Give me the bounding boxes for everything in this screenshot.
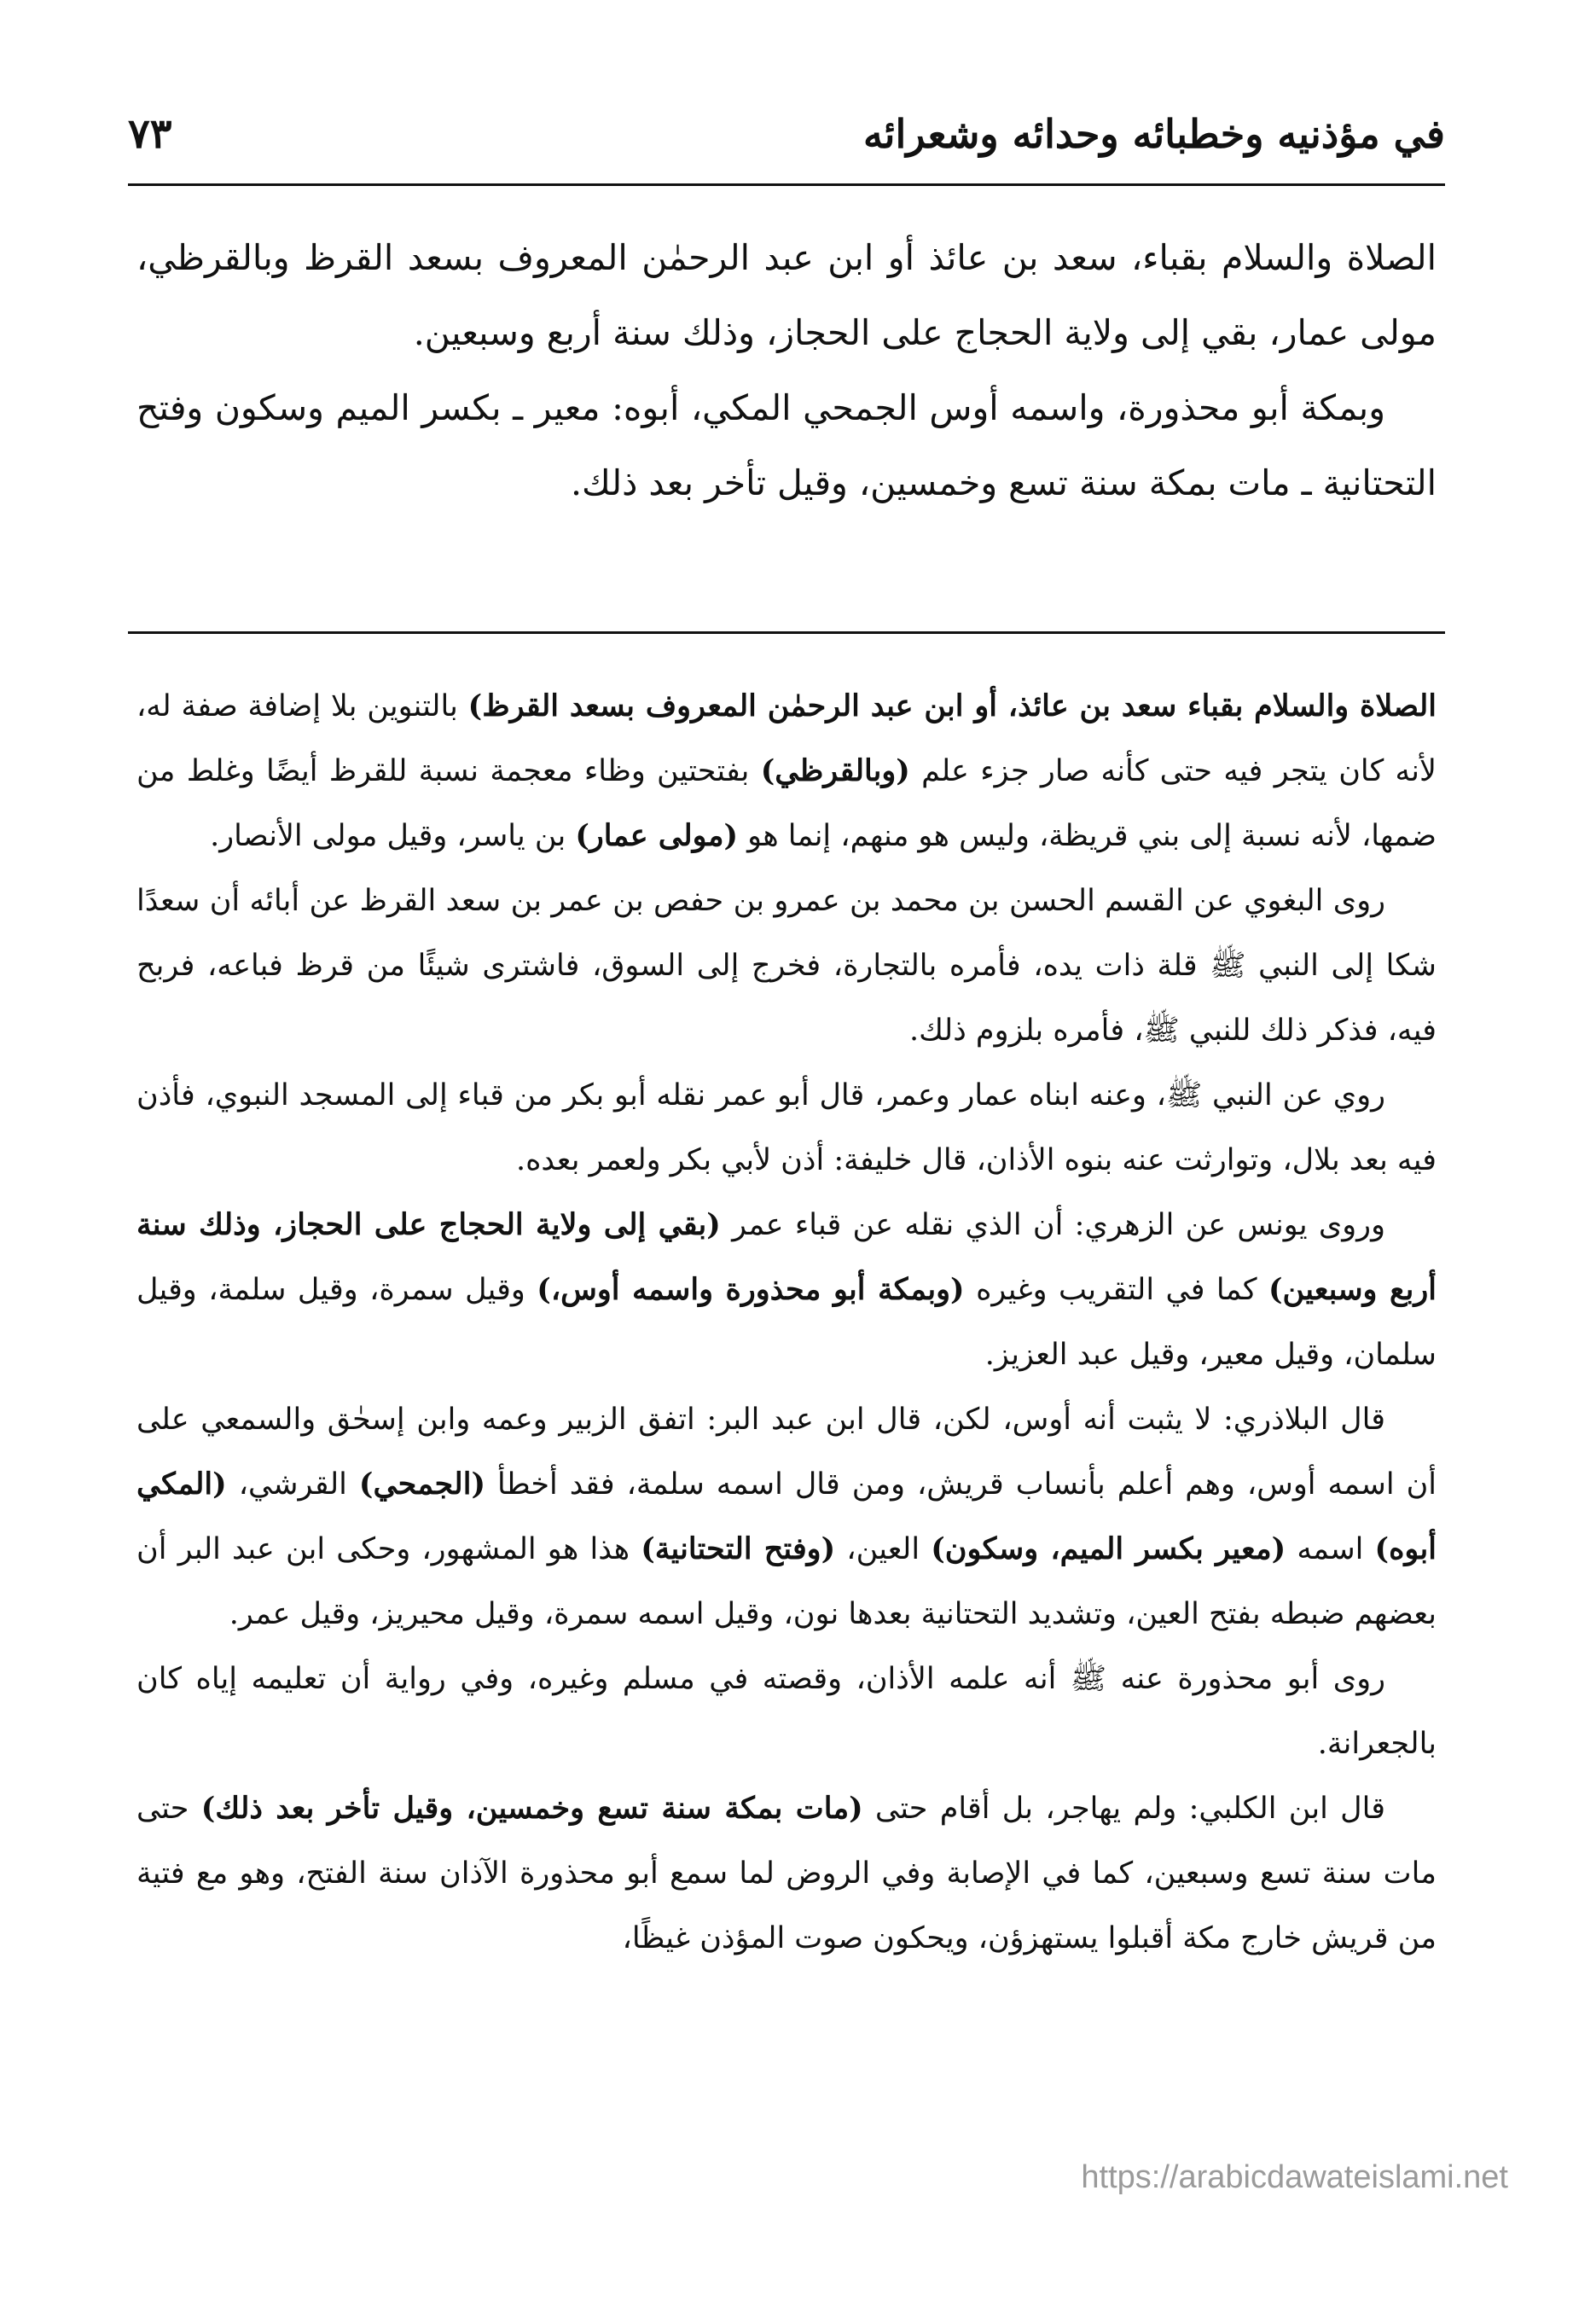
commentary-text-run: العين، (835, 1532, 932, 1566)
running-head: في مؤذنيه وخطبائه وحدائه وشعرائه (863, 111, 1445, 157)
commentary-text-run: حتى مات سنة تسع وسبعين، كما في الإصابة وفي الروض لما سمع أبو محذورة الآذان سنة الفتح، وهو مع فتية من قريش خارج مكة أقبلوا يستهزؤن، ويحكون صوت المؤذن غيظًا، (136, 1792, 1437, 1955)
commentary-paragraph-4 (136, 1193, 1437, 1387)
commentary-paragraph-6: روى أبو محذورة عنه ﷺ أنه علمه الأذان، وقصته في مسلم وغيره، وفي رواية أن تعليمه إياه كان بالجعرانة. (136, 1662, 1437, 1761)
commentary-text-run: قال البلاذري: لا يثبت أنه أوس، لكن، قال ابن عبد البر: اتفق الزبير وعمه وابن إسحٰق والسمعي على أن اسمه أوس، وهم أعلم بأنساب قريش، ومن قال اسمه سلمة، فقد أخطأ (136, 1403, 1437, 1502)
page-header (128, 96, 1445, 172)
quoted-matn: (معير بكسر الميم، وسكون) (931, 1531, 1286, 1566)
commentary-text-run: بن ياسر، وقيل مولى الأنصار. (210, 819, 576, 853)
quoted-matn: (الجمحي) (358, 1467, 486, 1502)
commentary-text-run: وروى يونس عن الزهري: أن الذي نقله عن قباء عمر (720, 1208, 1385, 1242)
commentary-text-run: كما في التقريب وغيره (964, 1273, 1268, 1307)
commentary-paragraph-2: روى البغوي عن القسم الحسن بن محمد بن عمرو بن حفص بن عمر بن سعد القرظ عن أبائه أن سعدًا شكا إلى النبي ﷺ قلة ذات يده، فأمره بالتجارة، فخرج إلى السوق، فاشترى شيئًا من قرظ فباعه، فربح فيه، فذكر ذلك للنبي ﷺ، فأمره بلزوم ذلك. (136, 884, 1437, 1048)
commentary-paragraph-7 (136, 1776, 1437, 1971)
commentary-text-run: بفتحتين وظاء معجمة نسبة للقرظ أيضًا وغلط من ضمها، لأنه نسبة إلى بني قريظة، وليس هو منهم، إنما هو (136, 754, 1437, 853)
quoted-matn: (المكي أبوه) (136, 1467, 1437, 1566)
commentary-paragraph-1 (136, 674, 1437, 869)
commentary-paragraph-3: روي عن النبي ﷺ، وعنه ابناه عمار وعمر، قال أبو عمر نقله أبو بكر من قباء إلى المسجد النبوي، فأذن فيه بعد بلال، وتوارثت عنه بنوه الأذان، قال خليفة: أذن لأبي بكر ولعمر بعده. (136, 1078, 1437, 1177)
commentary-text-run: القرشي، (226, 1467, 359, 1502)
quoted-matn: (مولى عمار) (575, 818, 738, 853)
commentary-divider (128, 631, 1445, 634)
commentary-text-run: قال ابن الكلبي: ولم يهاجر، بل أقام حتى (862, 1792, 1385, 1826)
page-number: ٧٣ (128, 110, 172, 158)
quoted-matn: (وبمكة أبو محذورة واسمه أوس،) (537, 1272, 965, 1307)
quoted-matn: (وبالقرظي) (760, 753, 910, 788)
commentary-text-run: بالتنوين بلا إضافة صفة له، لأنه كان يتجر فيه حتى كأنه صار جزء علم (136, 689, 1437, 788)
commentary-text-run: اسمه (1286, 1532, 1375, 1566)
main-text (136, 220, 1437, 520)
header-rule (128, 183, 1445, 186)
quoted-matn: (بقي إلى ولاية الحجاج على الحجاز، وذلك سنة أربع وسبعين) (136, 1207, 1437, 1307)
commentary-text-run: وقيل سمرة، وقيل سلمة، وقيل سلمان، وقيل معير، وقيل عبد العزيز. (136, 1273, 1437, 1372)
commentary-paragraph-5 (136, 1387, 1437, 1647)
watermark-url: https://arabicdawateislami.net (1081, 2159, 1508, 2195)
quoted-matn: الصلاة والسلام بقباء سعد بن عائذ، أو ابن عبد الرحمٰن المعروف بسعد القرظ) (467, 688, 1437, 723)
quoted-matn: (وفتح التحتانية) (641, 1531, 836, 1566)
quoted-matn: (مات بمكة سنة تسع وخمسين، وقيل تأخر بعد ذلك) (200, 1791, 863, 1826)
commentary-text (136, 674, 1437, 1971)
main-paragraph-2: وبمكة أبو محذورة، واسمه أوس الجمحي المكي، أبوه: معير ـ بكسر الميم وسكون وفتح التحتانية ـ مات بمكة سنة تسع وخمسين، وقيل تأخر بعد ذلك. (136, 387, 1437, 503)
main-paragraph-1: الصلاة والسلام بقباء، سعد بن عائذ أو ابن عبد الرحمٰن المعروف بسعد القرظ وبالقرظي، مولى عمار، بقي إلى ولاية الحجاج على الحجاز، وذلك سنة أربع وسبعين. (136, 237, 1437, 353)
commentary-text-run: هذا هو المشهور، وحكى ابن عبد البر أن بعضهم ضبطه بفتح العين، وتشديد التحتانية بعدها نون، وقيل اسمه سمرة، وقيل محيريز، وقيل عمر. (136, 1532, 1437, 1631)
